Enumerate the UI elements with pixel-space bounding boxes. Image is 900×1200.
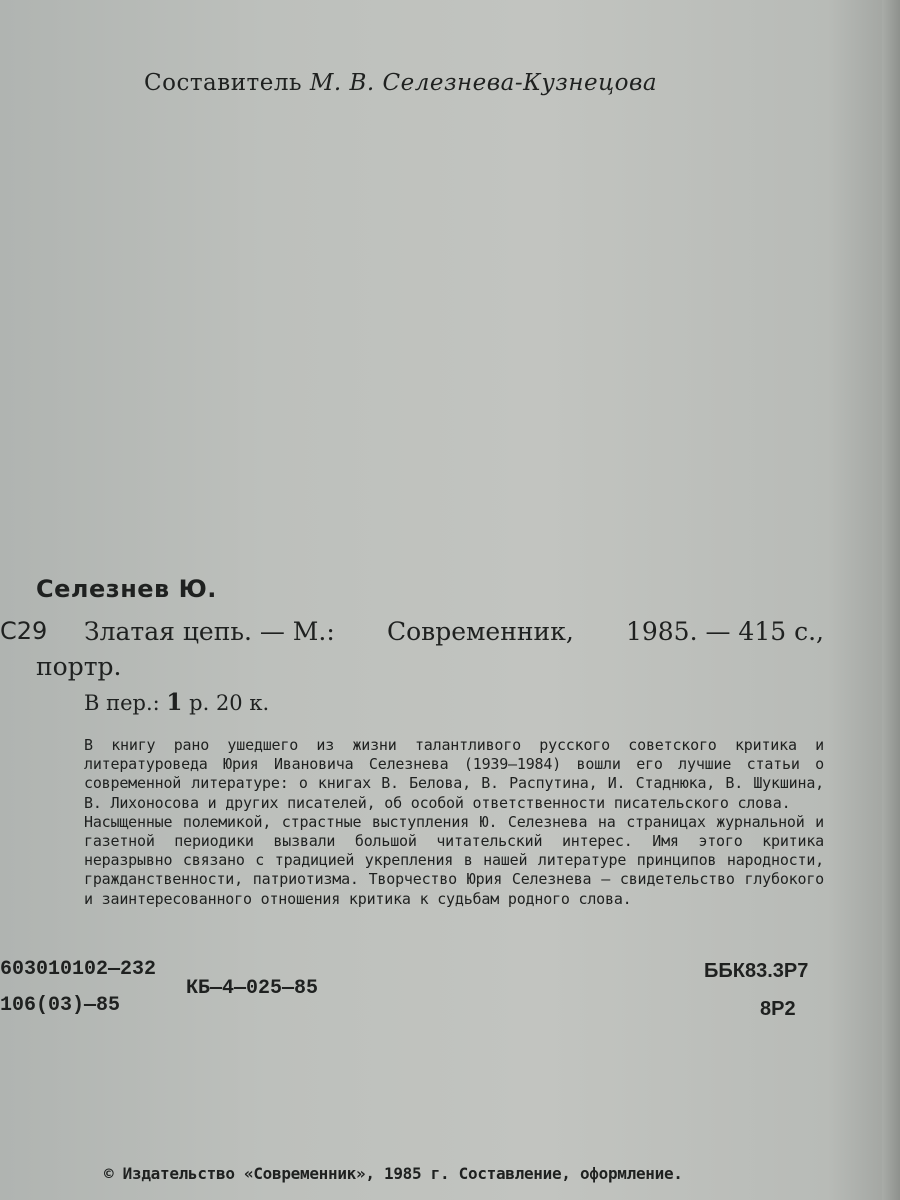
portrait-note: портр.	[36, 652, 122, 681]
compiler-name: М. В. Селезнева-Кузнецова	[309, 70, 658, 96]
catalog-code-2: 106(03)—85	[0, 994, 121, 1017]
abstract-paragraph: Насыщенные полемикой, страстные выступления Ю. Селезнева на страницах журнальной и газетной периодики вызвали большой читательский интерес. Имя этого критика неразрывно связано с традицией укрепления в нашей литературе принципов народности, гражданственности, патриотизма. Творчество Юрия Селезнева — свидетельство глубокого и заинтересованного отношения критика к судьбам родного слова.	[84, 812, 824, 908]
price-rubles: 1	[166, 689, 183, 716]
abstract	[84, 736, 824, 909]
compiler-line	[144, 70, 657, 96]
compiler-role: Составитель	[144, 70, 303, 96]
page-edge	[882, 0, 900, 1200]
publisher-part: Современник,	[386, 617, 574, 646]
price-kopecks-unit: к.	[249, 691, 270, 715]
kb-code: КБ—4—025—85	[186, 977, 319, 1000]
price-kopecks: 20	[215, 691, 243, 715]
author-heading: Селезнев Ю.	[36, 575, 217, 603]
catalog-code-1: 603010102—232	[0, 958, 157, 981]
price-prefix: В пер.:	[84, 691, 160, 715]
year-pages-part: 1985. — 415 с.,	[625, 617, 824, 646]
abstract-paragraph: В книгу рано ушедшего из жизни талантливого русского советского критика и литературоведа Юрия Ивановича Селезнева (1939—1984) вошли его лучшие статьи о современной литературе: о книгах В. Белова, В. Распутина, И. Стаднюка, В. Шукшина, В. Лихоносова и других писателей, об особой ответственности писательского слова.	[84, 736, 824, 812]
bbk-code: ББК83.3Р7	[704, 960, 809, 982]
price-line	[84, 689, 269, 716]
author-mark: 8Р2	[760, 998, 796, 1020]
copyright-line: © Издательство «Современник», 1985 г. Составление, оформление.	[104, 1164, 683, 1183]
title-line	[84, 617, 824, 646]
index-code: С29	[0, 617, 48, 645]
title-part: Златая цепь. — М.:	[84, 617, 335, 646]
price-rubles-unit: р.	[189, 691, 210, 715]
